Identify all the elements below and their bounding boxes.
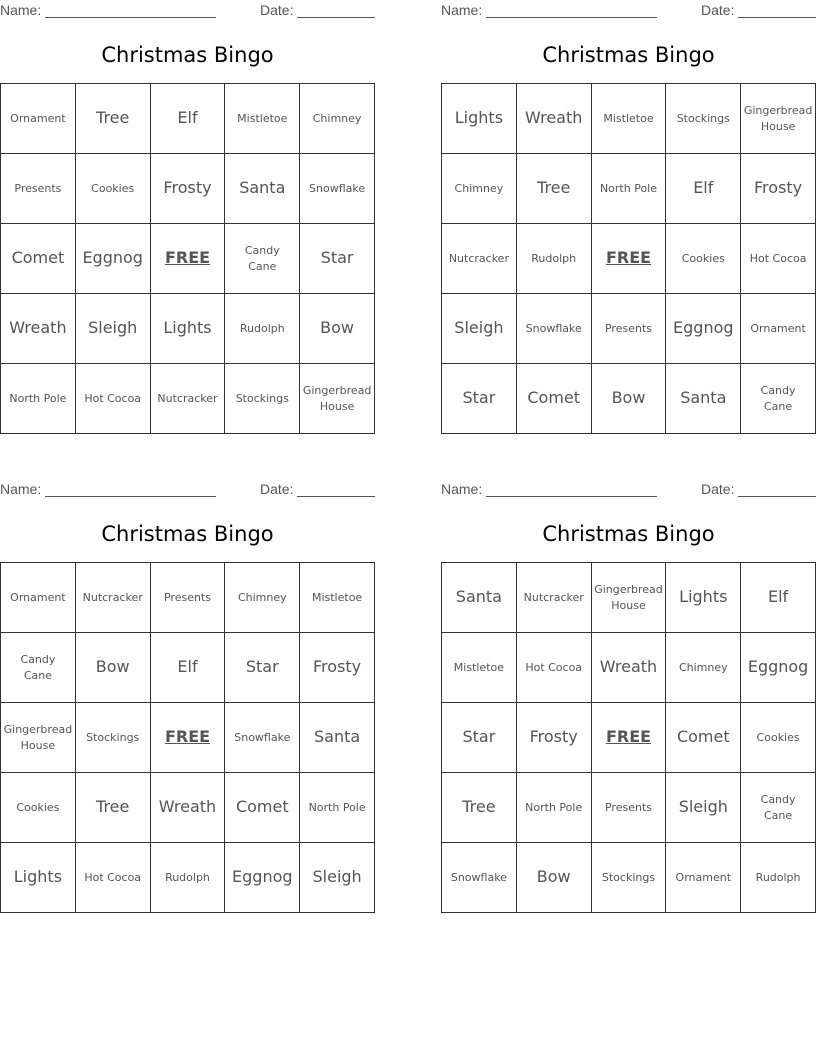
date-label: Date:: [701, 481, 735, 497]
bingo-cell: Gingerbread House: [741, 84, 816, 154]
bingo-cell: Santa: [300, 703, 375, 773]
bingo-cell: Eggnog: [225, 843, 300, 913]
bingo-cell: Stockings: [225, 364, 300, 434]
bingo-cell: Elf: [151, 633, 226, 703]
bingo-cell: Frosty: [517, 703, 592, 773]
bingo-cell: Comet: [517, 364, 592, 434]
bingo-cell: Ornament: [666, 843, 741, 913]
bingo-cell: Hot Cocoa: [76, 364, 151, 434]
bingo-cell: Star: [442, 703, 517, 773]
bingo-cell: Nutcracker: [151, 364, 226, 434]
name-field[interactable]: [486, 17, 657, 18]
bingo-cell: Tree: [517, 154, 592, 224]
bingo-cell: Frosty: [151, 154, 226, 224]
bingo-grid: [0, 562, 375, 913]
bingo-cell: Wreath: [1, 294, 76, 364]
bingo-card: [441, 0, 816, 434]
bingo-cell: Ornament: [741, 294, 816, 364]
bingo-cell: North Pole: [300, 773, 375, 843]
bingo-cell: Nutcracker: [442, 224, 517, 294]
bingo-cell: Candy Cane: [225, 224, 300, 294]
bingo-cell: Chimney: [300, 84, 375, 154]
card-header: [441, 2, 816, 20]
date-label: Date:: [701, 2, 735, 18]
bingo-cell: Presents: [592, 294, 667, 364]
bingo-cell: Lights: [1, 843, 76, 913]
date-label: Date:: [260, 2, 294, 18]
bingo-cell: Star: [300, 224, 375, 294]
bingo-cell: Candy Cane: [741, 773, 816, 843]
bingo-cell: Sleigh: [300, 843, 375, 913]
bingo-cell: Elf: [151, 84, 226, 154]
card-header: [0, 481, 375, 499]
bingo-cell: Snowflake: [442, 843, 517, 913]
bingo-cell: Ornament: [1, 84, 76, 154]
bingo-cell: Bow: [300, 294, 375, 364]
bingo-cell: Rudolph: [741, 843, 816, 913]
bingo-cell: Mistletoe: [442, 633, 517, 703]
name-field[interactable]: [486, 496, 657, 497]
name-label: Name:: [441, 2, 483, 18]
bingo-grid: [441, 562, 816, 913]
bingo-cell: Elf: [741, 563, 816, 633]
bingo-cell: Rudolph: [225, 294, 300, 364]
date-field[interactable]: [738, 496, 816, 497]
bingo-cell: Mistletoe: [300, 563, 375, 633]
card-header: [441, 481, 816, 499]
bingo-cell: Eggnog: [741, 633, 816, 703]
bingo-cell: North Pole: [592, 154, 667, 224]
bingo-cell: Comet: [666, 703, 741, 773]
bingo-cell: Chimney: [442, 154, 517, 224]
bingo-cell: Lights: [666, 563, 741, 633]
bingo-cell: Santa: [442, 563, 517, 633]
free-space-cell: FREE: [592, 224, 667, 294]
bingo-card: [0, 0, 375, 434]
bingo-cell: Comet: [225, 773, 300, 843]
bingo-cell: Chimney: [225, 563, 300, 633]
bingo-cell: Lights: [151, 294, 226, 364]
bingo-cell: Presents: [1, 154, 76, 224]
bingo-cell: Bow: [76, 633, 151, 703]
bingo-cell: Ornament: [1, 563, 76, 633]
bingo-cell: Tree: [76, 84, 151, 154]
bingo-cell: North Pole: [1, 364, 76, 434]
name-field[interactable]: [45, 17, 216, 18]
card-title: Christmas Bingo: [101, 43, 274, 67]
free-space-cell: FREE: [151, 703, 226, 773]
name-label: Name:: [441, 481, 483, 497]
bingo-cell: Hot Cocoa: [741, 224, 816, 294]
bingo-cell: Gingerbread House: [300, 364, 375, 434]
card-title: Christmas Bingo: [101, 522, 274, 546]
bingo-cell: Sleigh: [666, 773, 741, 843]
bingo-cell: Hot Cocoa: [517, 633, 592, 703]
bingo-cell: Tree: [76, 773, 151, 843]
bingo-cell: Eggnog: [666, 294, 741, 364]
bingo-cell: Wreath: [592, 633, 667, 703]
bingo-cell: Snowflake: [225, 703, 300, 773]
bingo-cell: Gingerbread House: [1, 703, 76, 773]
bingo-cell: Bow: [592, 364, 667, 434]
bingo-grid: [441, 83, 816, 434]
name-label: Name:: [0, 2, 42, 18]
bingo-cell: Hot Cocoa: [76, 843, 151, 913]
date-field[interactable]: [297, 17, 375, 18]
bingo-cell: Nutcracker: [517, 563, 592, 633]
bingo-cell: Star: [442, 364, 517, 434]
card-header: [0, 2, 375, 20]
bingo-cell: Star: [225, 633, 300, 703]
bingo-cell: Comet: [1, 224, 76, 294]
bingo-cell: Gingerbread House: [592, 563, 667, 633]
bingo-grid: [0, 83, 375, 434]
bingo-cell: Cookies: [741, 703, 816, 773]
bingo-cell: Wreath: [151, 773, 226, 843]
bingo-cell: Stockings: [666, 84, 741, 154]
bingo-cell: Frosty: [300, 633, 375, 703]
card-title: Christmas Bingo: [542, 43, 715, 67]
date-label: Date:: [260, 481, 294, 497]
bingo-cell: Sleigh: [442, 294, 517, 364]
bingo-cell: Mistletoe: [225, 84, 300, 154]
bingo-card: [0, 479, 375, 913]
bingo-cell: Cookies: [666, 224, 741, 294]
bingo-cell: Wreath: [517, 84, 592, 154]
bingo-cell: Cookies: [1, 773, 76, 843]
bingo-cell: Presents: [151, 563, 226, 633]
bingo-cell: Chimney: [666, 633, 741, 703]
bingo-cell: Nutcracker: [76, 563, 151, 633]
bingo-cell: Bow: [517, 843, 592, 913]
free-space-cell: FREE: [151, 224, 226, 294]
bingo-cell: North Pole: [517, 773, 592, 843]
bingo-cell: Mistletoe: [592, 84, 667, 154]
bingo-card: [441, 479, 816, 913]
bingo-cell: Snowflake: [300, 154, 375, 224]
bingo-cell: Rudolph: [517, 224, 592, 294]
bingo-cell: Snowflake: [517, 294, 592, 364]
bingo-cell: Stockings: [592, 843, 667, 913]
name-field[interactable]: [45, 496, 216, 497]
bingo-cell: Elf: [666, 154, 741, 224]
name-label: Name:: [0, 481, 42, 497]
bingo-cell: Presents: [592, 773, 667, 843]
date-field[interactable]: [297, 496, 375, 497]
date-field[interactable]: [738, 17, 816, 18]
bingo-cell: Candy Cane: [1, 633, 76, 703]
bingo-cell: Sleigh: [76, 294, 151, 364]
card-title: Christmas Bingo: [542, 522, 715, 546]
bingo-cell: Tree: [442, 773, 517, 843]
bingo-cell: Lights: [442, 84, 517, 154]
free-space-cell: FREE: [592, 703, 667, 773]
bingo-cell: Candy Cane: [741, 364, 816, 434]
bingo-cell: Cookies: [76, 154, 151, 224]
bingo-cell: Rudolph: [151, 843, 226, 913]
bingo-cell: Stockings: [76, 703, 151, 773]
bingo-cell: Santa: [666, 364, 741, 434]
bingo-cell: Eggnog: [76, 224, 151, 294]
bingo-cell: Frosty: [741, 154, 816, 224]
bingo-cell: Santa: [225, 154, 300, 224]
